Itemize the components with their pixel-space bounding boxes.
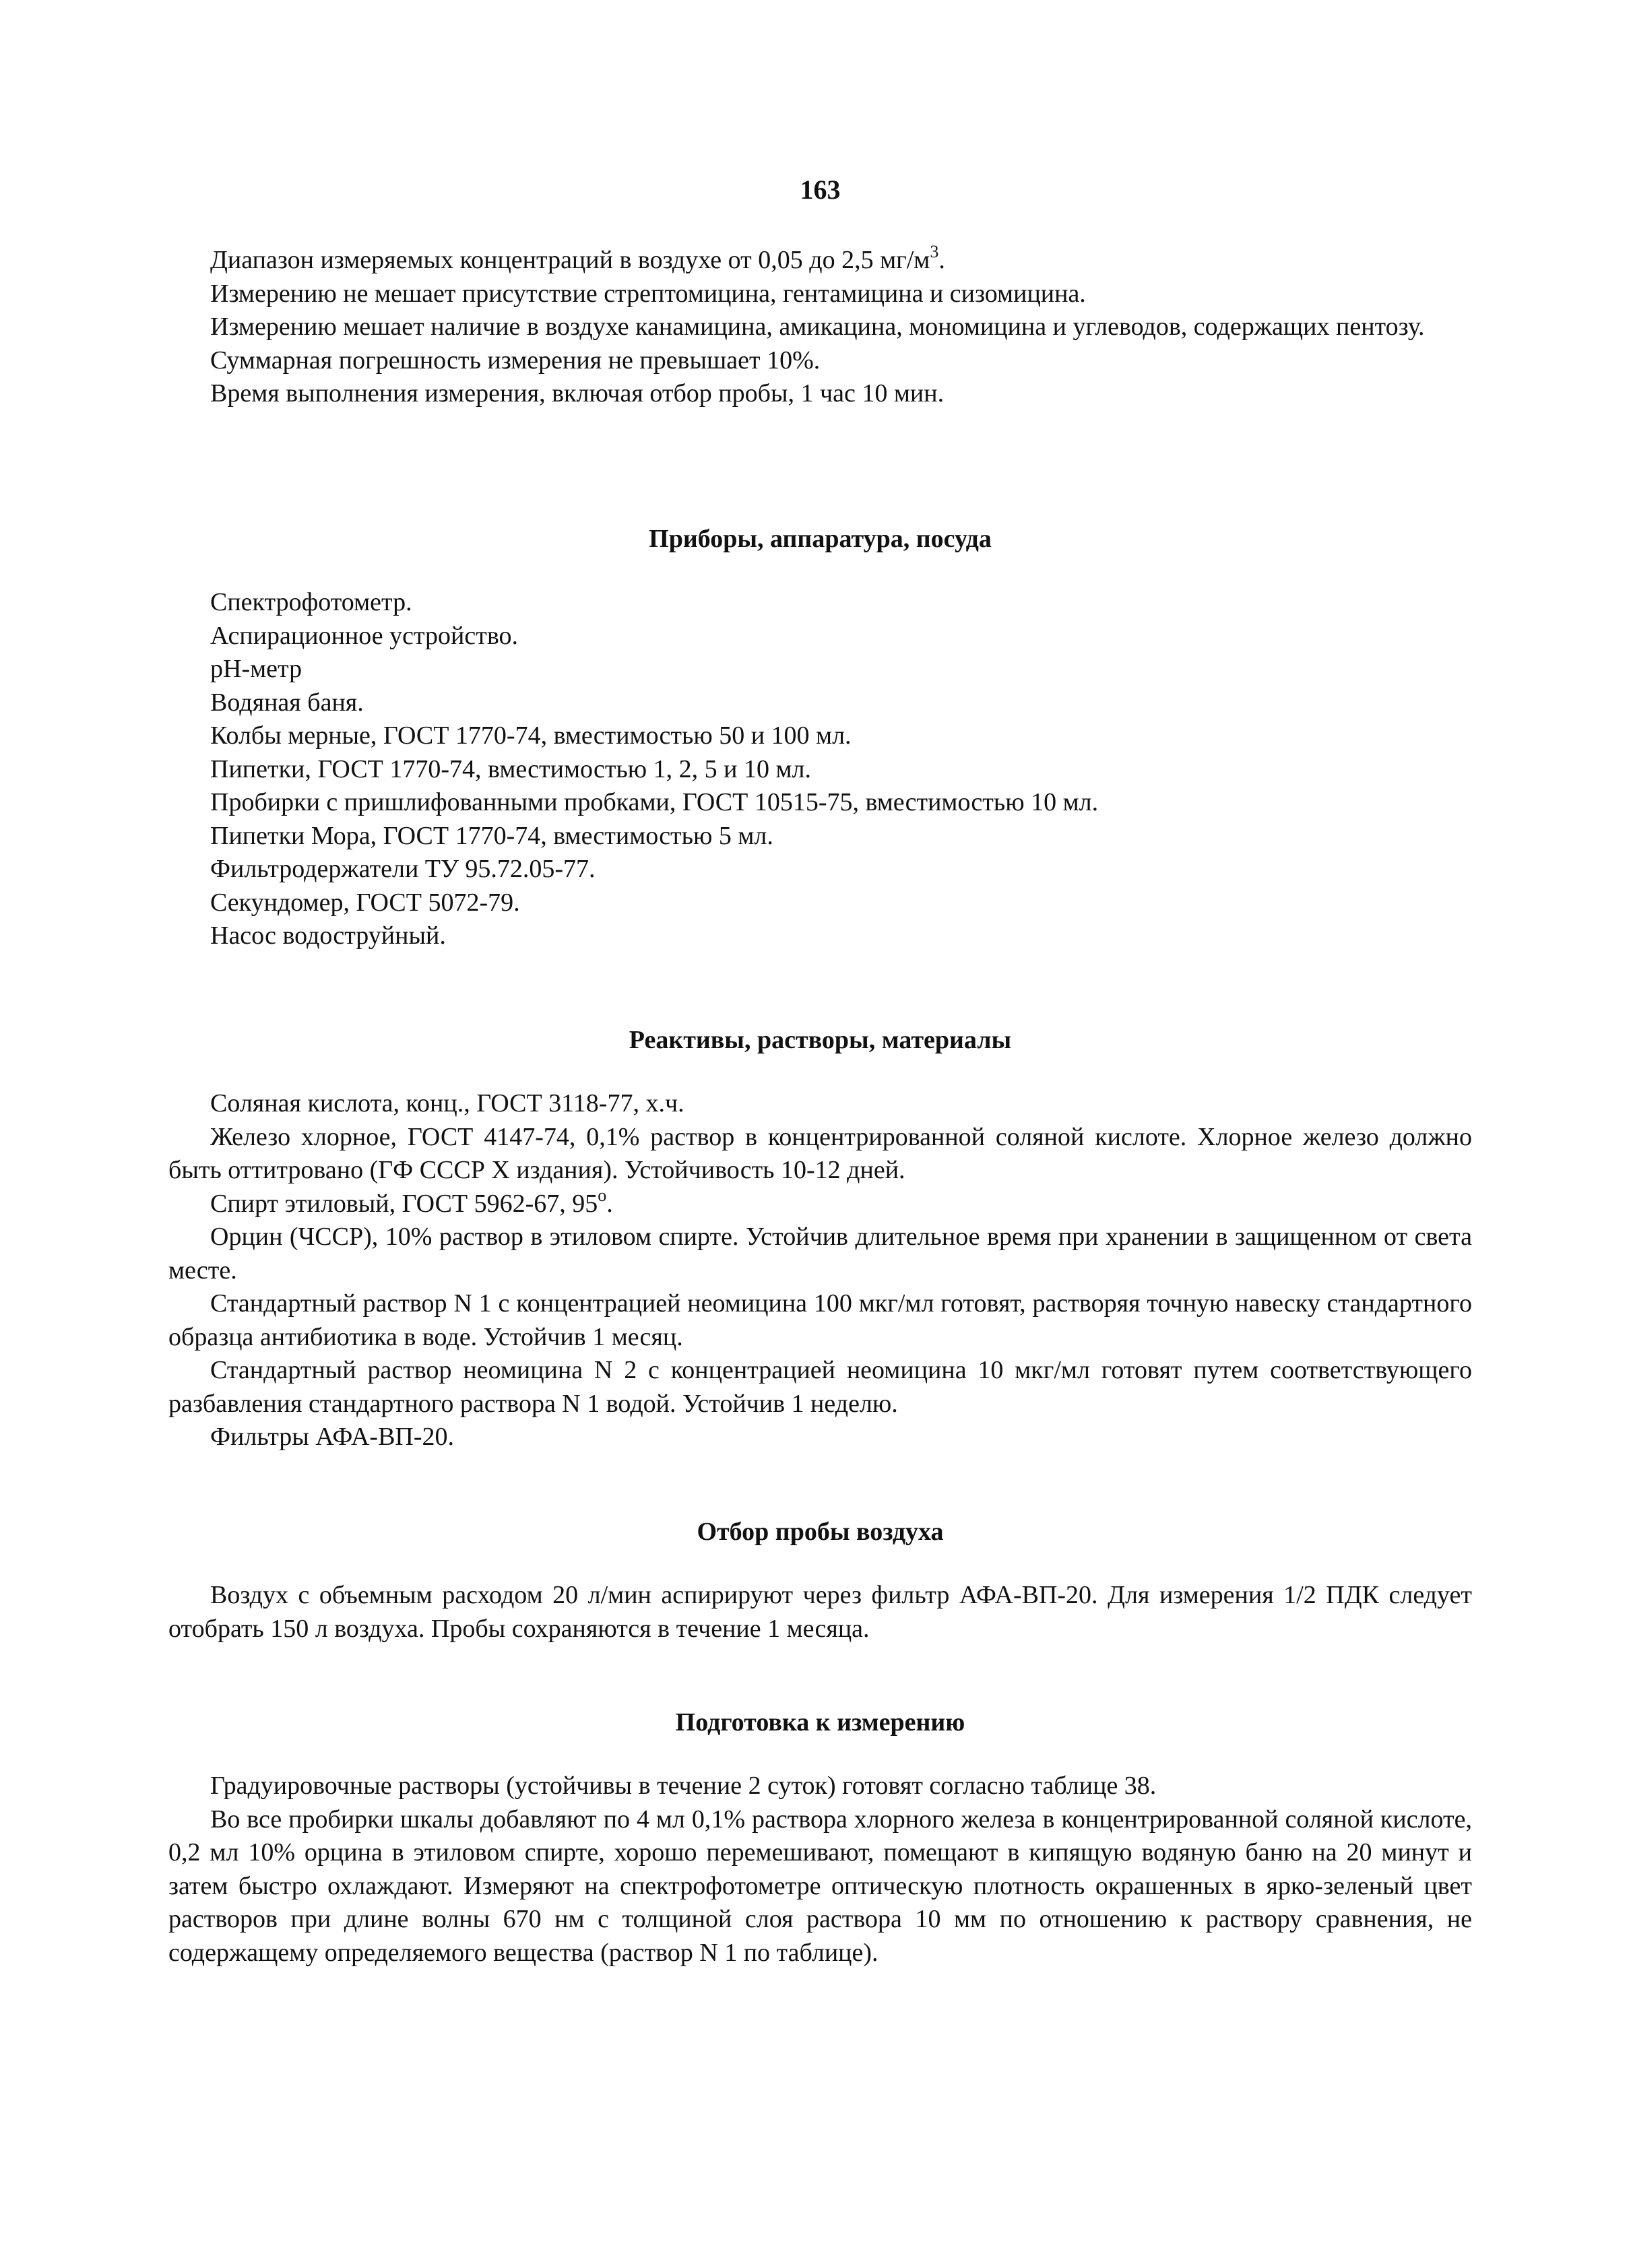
instrument-item: Спектрофотометр. <box>210 588 412 616</box>
intro-range-sup: 3 <box>930 242 939 261</box>
preparation-block <box>168 1770 1472 1970</box>
intro-range <box>168 244 1472 278</box>
intro-range-text: Диапазон измеряемых концентраций в воздухе от 0,05 до 2,5 мг/м <box>210 246 930 274</box>
heading-preparation: Подготовка к измерению <box>675 1708 965 1737</box>
reagent-item: Соляная кислота, конц., ГОСТ 3118-77, х.ч. <box>210 1089 684 1117</box>
page-number: 163 <box>800 174 841 205</box>
instrument-item: Колбы мерные, ГОСТ 1770-74, вместимостью 50 и 100 мл. <box>210 721 852 750</box>
intro-block <box>168 244 1472 411</box>
reagent-spirit-sup: о <box>598 1185 607 1205</box>
instruments-list <box>168 586 1472 953</box>
preparation-paragraph: Градуировочные растворы (устойчивы в течение 2 суток) готовят согласно таблице 38. <box>210 1772 1157 1800</box>
intro-not-interfering: Измерению не мешает присутствие стрептомицина, гентамицина и сизомицина. <box>210 279 1086 308</box>
reagent-spirit-end: . <box>606 1189 613 1218</box>
reagent-item: Орцин (ЧССР), 10% раствор в этиловом спирте. Устойчив длительное время при хранении в защищенном от света месте. <box>168 1223 1472 1285</box>
instrument-item: Пробирки с пришлифованными пробками, ГОСТ 10515-75, вместимостью 10 мл. <box>210 788 1099 816</box>
intro-duration: Время выполнения измерения, включая отбор пробы, 1 час 10 мин. <box>210 379 945 408</box>
reagent-item: Фильтры АФА-ВП-20. <box>210 1423 455 1451</box>
instrument-item: pH-метр <box>210 655 302 683</box>
intro-interfering: Измерению мешает наличие в воздухе канамицина, амикацина, мономицина и углеводов, содержащих пентозу. <box>210 313 1425 341</box>
intro-error: Суммарная погрешность измерения не превышает 10%. <box>210 346 821 375</box>
sampling-text: Воздух с объемным расходом 20 л/мин аспирируют через фильтр АФА-ВП-20. Для измерения 1/2 ПДК следует отобрать 150 л воздуха. Пробы сохраняются в течение 1 месяца. <box>168 1581 1472 1643</box>
reagent-item-spirit <box>168 1185 1472 1221</box>
instrument-item: Пипетки Мора, ГОСТ 1770-74, вместимостью 5 мл. <box>210 821 773 850</box>
reagent-item: Стандартный раствор N 1 с концентрацией неомицина 100 мкг/мл готовят, растворяя точную навеску стандартного образца антибиотика в воде. Устойчив 1 месяц. <box>168 1289 1472 1351</box>
heading-sampling: Отбор пробы воздуха <box>697 1518 944 1546</box>
instrument-item: Аспирационное устройство. <box>210 621 519 650</box>
heading-reagents: Реактивы, растворы, материалы <box>629 1026 1012 1054</box>
intro-range-end: . <box>938 246 945 274</box>
instrument-item: Фильтродержатели ТУ 95.72.05-77. <box>210 855 596 883</box>
reagent-item: Стандартный раствор неомицина N 2 с концентрацией неомицина 10 мкг/мл готовят путем соответствующего разбавления стандартного раствора N 1 водой. Устойчив 1 неделю. <box>168 1356 1472 1418</box>
instrument-item: Пипетки, ГОСТ 1770-74, вместимостью 1, 2, 5 и 10 мл. <box>210 754 812 783</box>
instrument-item: Секундомер, ГОСТ 5072-79. <box>210 888 520 917</box>
reagents-list <box>168 1087 1472 1454</box>
heading-instruments: Приборы, аппаратура, посуда <box>649 525 992 553</box>
reagent-item: Железо хлорное, ГОСТ 4147-74, 0,1% раствор в концентрированной соляной кислоте. Хлорное железо должно быть оттитровано (ГФ СССР X издания). Устойчивость 10-12 дней. <box>168 1122 1472 1184</box>
instrument-item: Насос водоструйный. <box>210 921 446 950</box>
sampling-block <box>168 1579 1472 1646</box>
instrument-item: Водяная баня. <box>210 688 364 717</box>
reagent-spirit-text: Спирт этиловый, ГОСТ 5962-67, 95 <box>210 1189 598 1218</box>
preparation-paragraph: Во все пробирки шкалы добавляют по 4 мл 0,1% раствора хлорного железа в концентрированной соляной кислоте, 0,2 мл 10% орцина в этиловом спирте, хорошо перемешивают, помещают в кипящую водяную баню на 20 минут и затем быстро охлаждают. Измеряют на спектрофотометре оптическую плотность окрашенных в ярко-зеленый цвет растворов при длине волны 670 нм с толщиной слоя раствора 10 мм по отношению к раствору сравнения, не содержащему определяемого вещества (раствор N 1 по таблице). <box>168 1805 1472 1967</box>
